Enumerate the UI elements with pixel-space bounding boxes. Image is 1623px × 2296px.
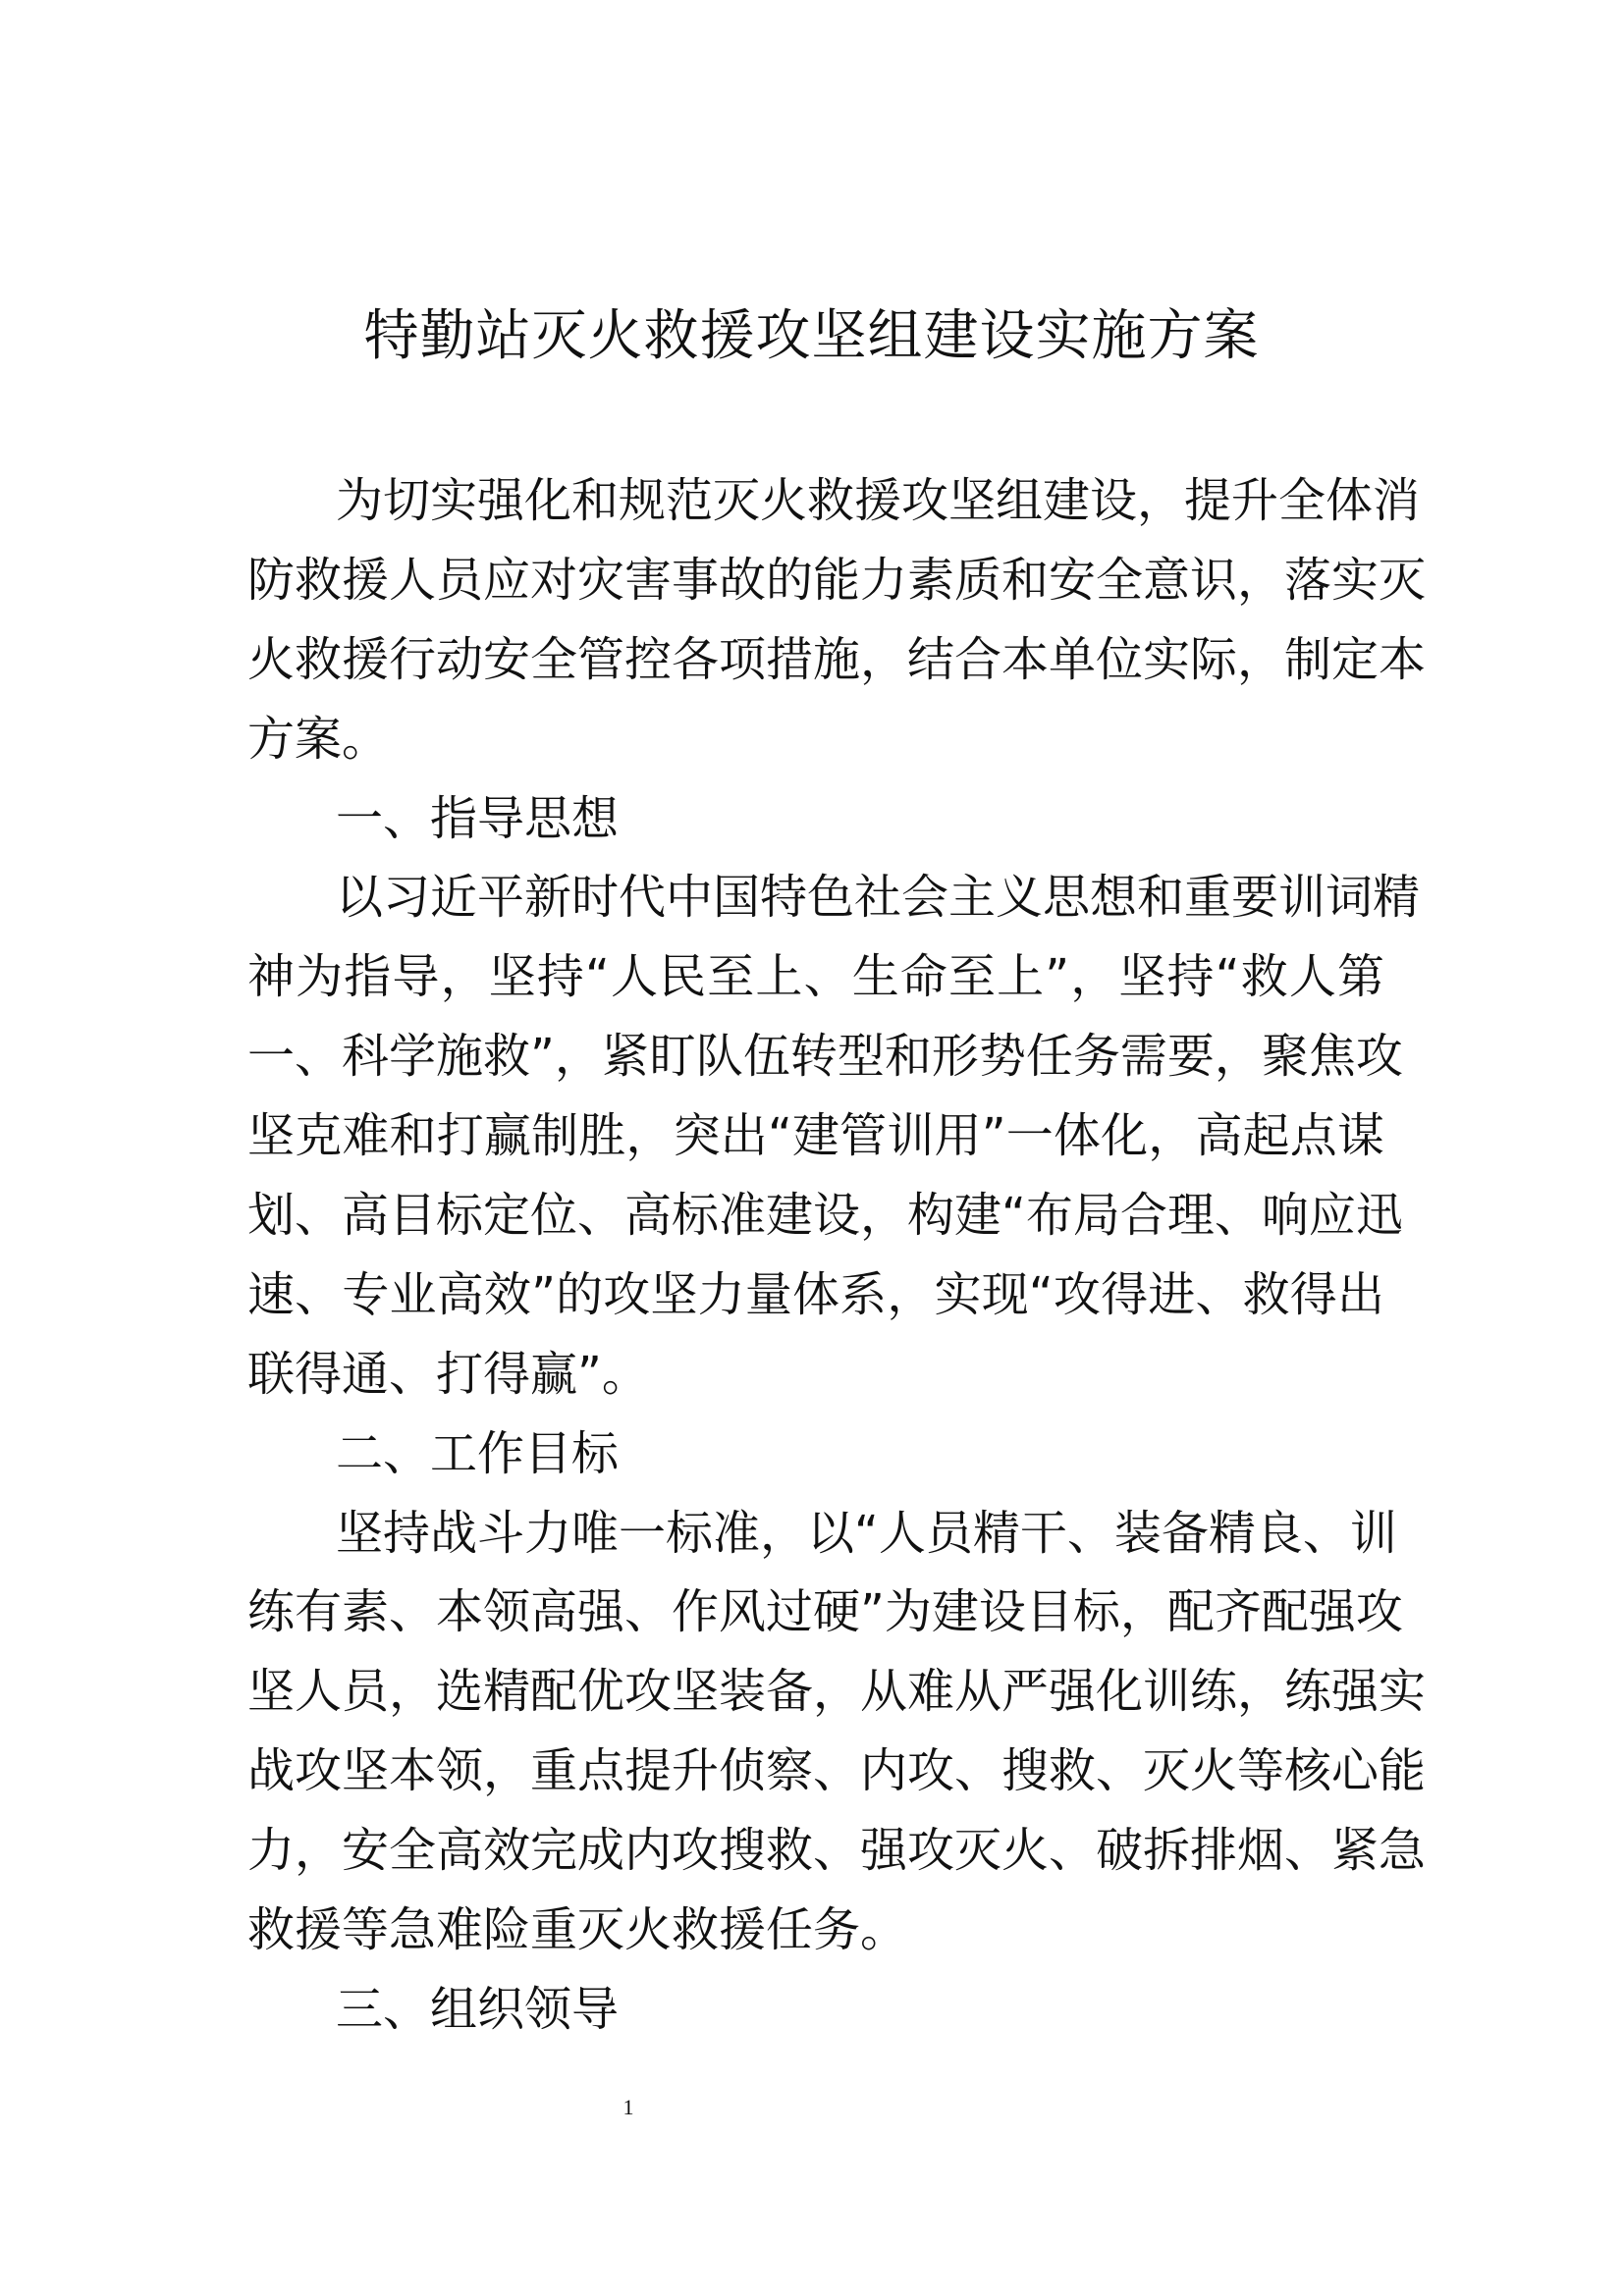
paragraph-line: 以习近平新时代中国特色社会主义思想和重要训词精 <box>336 870 1421 926</box>
paragraph-line: 神为指导，坚持“人民至上、生命至上”，坚持“救人第 <box>247 949 1384 1005</box>
section-heading: 三、组织领导 <box>336 1981 620 2037</box>
paragraph-line: 坚人员，选精配优攻坚装备，从难从严强化训练，练强实 <box>247 1664 1427 1720</box>
document-body <box>247 461 1427 2050</box>
paragraph-line: 防救援人员应对灾害事故的能力素质和安全意识，落实灭 <box>247 552 1427 608</box>
document-title: 特勤站灭火救援攻坚组建设实施方案 <box>363 304 1260 368</box>
paragraph-line: 坚持战斗力唯一标准，以“人员精干、装备精良、训 <box>336 1505 1397 1561</box>
paragraph-line: 救援等急难险重灭火救援任务。 <box>247 1902 908 1958</box>
paragraph-line: 为切实强化和规范灭火救援攻坚组建设，提升全体消 <box>336 473 1421 528</box>
paragraph-line: 火救援行动安全管控各项措施，结合本单位实际，制定本 <box>247 631 1427 687</box>
paragraph-line: 划、高目标定位、高标准建设，构建“布局合理、响应迅 <box>247 1188 1403 1244</box>
paragraph-line: 一、科学施救”，紧盯队伍转型和形势任务需要，聚焦攻 <box>247 1029 1403 1085</box>
section-heading: 一、指导思想 <box>336 790 620 846</box>
page-number: 1 <box>622 2095 634 2119</box>
paragraph-line: 坚克难和打赢制胜，突出“建管训用”一体化，高起点谋 <box>247 1108 1384 1164</box>
paragraph-line: 力，安全高效完成内攻搜救、强攻灭火、破拆排烟、紧急 <box>247 1823 1427 1879</box>
paragraph-line: 战攻坚本领，重点提升侦察、内攻、搜救、灭火等核心能 <box>247 1743 1427 1799</box>
paragraph-line: 速、专业高效”的攻坚力量体系，实现“攻得进、救得出 <box>247 1266 1384 1322</box>
section-heading: 二、工作目标 <box>336 1425 620 1481</box>
paragraph-line: 练有素、本领高强、作风过硬”为建设目标，配齐配强攻 <box>247 1584 1403 1640</box>
paragraph-line: 联得通、打得赢”。 <box>247 1346 649 1402</box>
paragraph-line: 方案。 <box>247 711 390 767</box>
